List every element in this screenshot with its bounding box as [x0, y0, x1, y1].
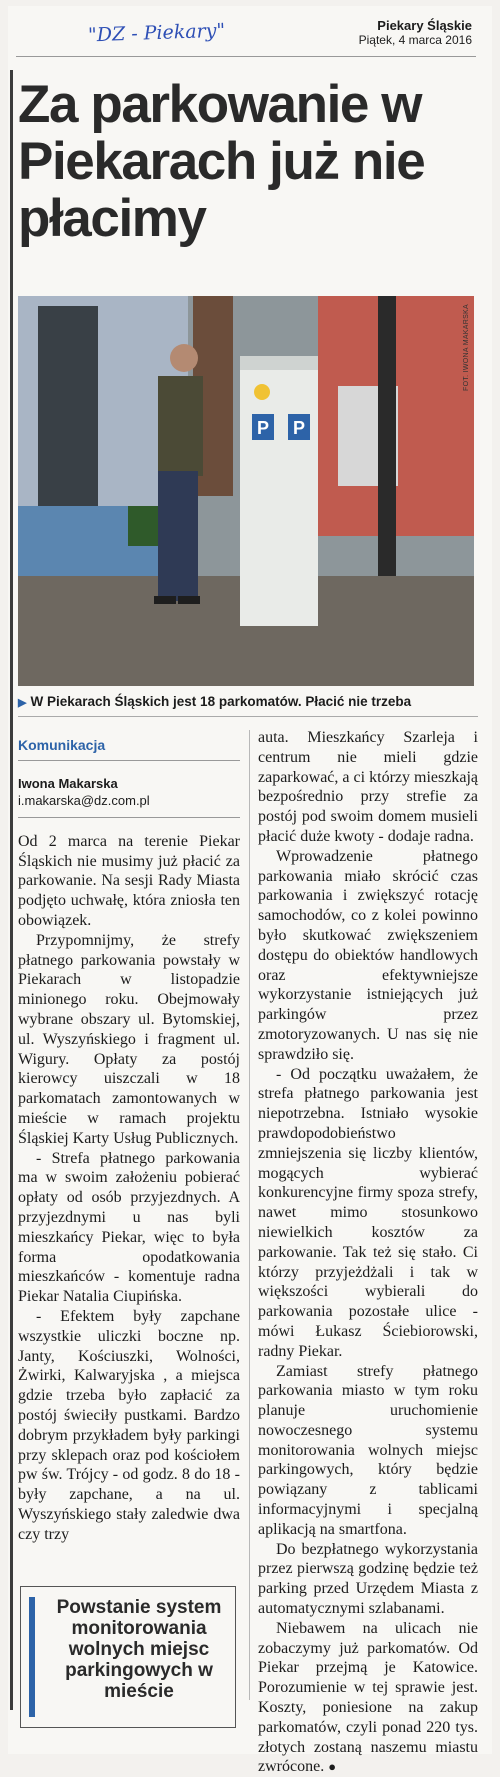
caption-triangle-icon: ▶ [18, 697, 27, 709]
article-column-left [18, 736, 240, 1544]
body-paragraph: Wprowadzenie płatnego parkowania miało skrócić czas parkowania i zwiększyć rotację samochodów, co z kolei powinno było skutkować zwiększeniem dostępu do obiektów handlowych oraz efektywniejsze wykorzystanie istniejących już parkingów przez zmotoryzowanych. U nas się nie sprawdziło się. [258, 847, 478, 1063]
photo-credit: FOT. IWONA MAKARSKA [463, 304, 470, 391]
body-paragraph: Od 2 marca na terenie Piekar Śląskich nie musimy już płacić za parkowanie. Na sesji Rady Miasta podjęto uchwałę, która zniosła ten obowiązek. [18, 832, 240, 929]
author-name: Iwona Makarska [18, 775, 118, 791]
photo-parking-meter-scene [18, 296, 474, 686]
body-paragraph: - Strefa płatnego parkowania ma w swoim założeniu pobierać opłaty od osób przyjezdnych. A przyjezdnymi u nas byli mieszkańcy Piekar, więc to była forma opodatkowania mieszkańców - komentuje radna Piekar Natalia Ciupińska. [18, 1149, 240, 1306]
masthead-date: Piątek, 4 marca 2016 [358, 33, 472, 47]
body-paragraph: - Od początku uważałem, że strefa płatnego parkowania jest niepotrzebna. Istniało wysokie prawdopodobieństwo zmniejszenia się liczby klientów, mogących wybierać konkurencyjne firmy spoza strefy, nawet mimo stosunkowo niewielkich kosztów za parkowanie. Tak też się stało. Ci którzy przyjeżdżali i tak w większości wybierali do parkowania pozostałe ulice - mówi Łukasz Ściebiorowski, radny Piekar. [258, 1065, 478, 1360]
left-margin-bar [10, 70, 13, 1710]
svg-text:P: P [257, 418, 270, 438]
section-label: Komunikacja [18, 736, 240, 761]
article-photo [18, 296, 474, 686]
masthead-town: Piekary Śląskie [377, 18, 472, 33]
top-rule [16, 56, 476, 57]
body-paragraph [258, 1619, 478, 1777]
body-paragraph: Do bezpłatnego wykorzystania przez pierwszą godzinę będzie też parking przed Urzędem Miasta z automatycznymi szlabanami. [258, 1540, 478, 1618]
author-email: i.makarska@dz.com.pl [18, 792, 240, 818]
body-paragraph: auta. Mieszkańcy Szarleja i centrum nie mieli gdzie zaparkować, a ci którzy mieszkają bezpośrednio przy strefie za postój pod swoim domem musieli płacić duże kwoty - dodaje radna. [258, 729, 478, 845]
svg-text:P: P [293, 418, 306, 438]
masthead [359, 18, 472, 48]
caption-text: W Piekarach Śląskich jest 18 parkomatów. Płacić nie trzeba [30, 694, 412, 709]
headline: Za parkowanie w Piekarach już nie płacimy [18, 75, 425, 248]
column-divider [249, 730, 250, 1700]
handwritten-annotation: "DZ - Piekary" [87, 19, 226, 47]
body-paragraph: Przypomnijmy, że strefy płatnego parkowania powstały w Piekarach w listopadzie minionego roku. Obejmowały wybrane obszary ul. Bytomskiej, ul. Wyszyńskiego i fragment ul. Wigury. Opłaty za postój kierowcy uiszczali w 18 parkomatach zamontowanych w mieście w ramach projektu Śląskiej Karty Usług Publicznych. [18, 931, 240, 1147]
pullquote-text: Powstanie system monitorowania wolnych miejsc parkingowych w mieście [56, 1597, 222, 1702]
final-paragraph-text: Niebawem na ulicach nie zobaczymy już parkomatów. Od Piekar przejmą je Katowice. Porozumienie w tej sprawie jest. Koszty, poniesione na zakup parkomatów, czyli ponad 220 tys. złotych zostaną naszemu miastu zwrócone. [258, 1619, 478, 1776]
pullquote-accent-bar [29, 1597, 35, 1717]
end-of-article-mark: ● [328, 1759, 337, 1775]
photo-caption [18, 690, 478, 717]
body-paragraph: - Efektem były zapchane wszystkie uliczki boczne np. Janty, Kościuszki, Wolności, Żwirki, Kalwaryjska , a miejsca gdzie trzeba było zapłacić za postój świeciły pustkami. Bardzo dobrym przykładem były parkingi przy sklepach oraz pod kościołem pw św. Trójcy - od godz. 8 do 18 - były zapchane, a na ul. Wyszyńskiego stały zaledwie dwa czy trzy [18, 1307, 240, 1543]
article-column-right [258, 728, 478, 1777]
body-paragraph: Zamiast strefy płatnego parkowania miasto w tym roku planuje uruchomienie nowoczesnego systemu monitorowania wolnych miejsc parkingowych, który będzie powiązany z tablicami informacyjnymi i specjalną aplikacją na smartfona. [258, 1362, 478, 1538]
pullquote-box [20, 1586, 236, 1728]
